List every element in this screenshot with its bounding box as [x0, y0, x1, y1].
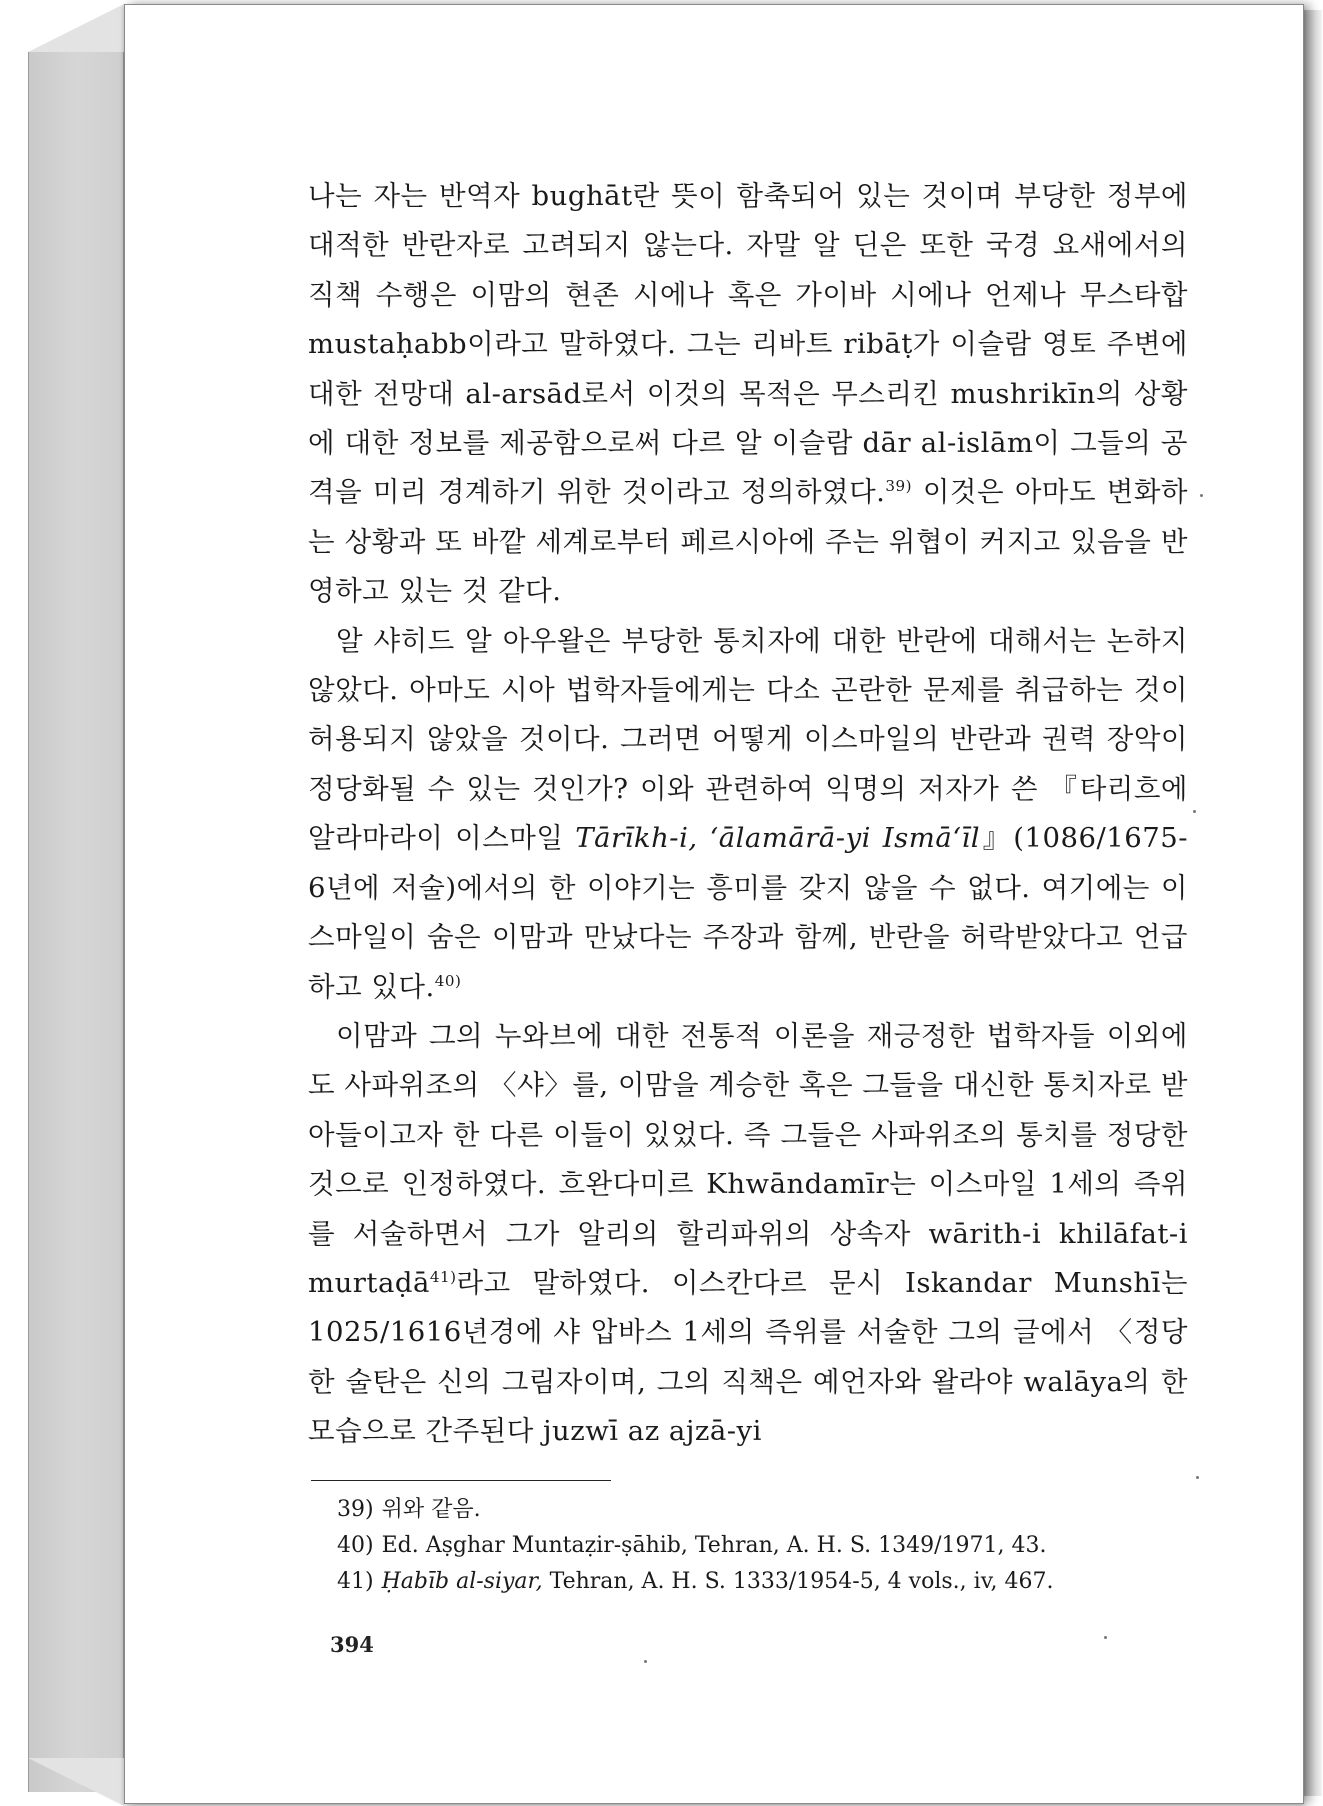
paragraph-2-text: 알 샤히드 알 아우왈은 부당한 통치자에 대한 반란에 대해서는 논하지 않았다. 아마도 시아 법학자들에게는 다소 곤란한 문제를 취급하는 것이 허용되지 않았을 것이다. 그러면 어떻게 이스마일의 반란과 권력 장악이 정당화될 수 있는 것인가? 이와 관련하여 익명의 저자가 쓴 『타리흐에 알라마라이 이스마일	[308, 624, 1188, 855]
paragraph-3-text-after: 라고 말하였다. 이스칸다르 문시 Iskandar Munshī는 1025/1616년경에 샤 압바스 1세의 즉위를 서술한 그의 글에서 〈정당한 술탄은 신의 그림자이며, 그의 직책은 예언자와 왈라야 walāya의 한 모습으로 간주된다 juzwī az ajzā-yi	[308, 1266, 1188, 1448]
footnote-40	[337, 1528, 1197, 1564]
footnote-divider	[311, 1480, 611, 1481]
footnote-number: 41)	[337, 1569, 374, 1594]
paragraph-3	[308, 1012, 1188, 1457]
footnote-41	[337, 1564, 1197, 1600]
scan-speck	[1193, 810, 1196, 813]
footnotes	[337, 1492, 1197, 1600]
page-edge-shadow	[1302, 10, 1322, 1796]
scan-speck	[1196, 1476, 1199, 1479]
footnote-number: 40)	[337, 1533, 374, 1558]
scan-speck	[1104, 1636, 1107, 1639]
footnote-text: Tehran, A. H. S. 1333/1954-5, 4 vols., iv, 467.	[542, 1569, 1054, 1594]
paragraph-2-italic-title: Tārīkh-i, ʻālamārā-yi Ismāʻīl	[575, 822, 981, 855]
body-text	[308, 172, 1188, 1457]
paragraph-1-text-after: 이것은 아마도 변화하는 상황과 또 바깥 세계로부터 페르시아에 주는 위협이 커지고 있음을 반영하고 있는 것 같다.	[308, 476, 1188, 608]
paragraph-2	[308, 617, 1188, 1012]
footnote-italic-title: Ḥabīb al-siyar,	[381, 1569, 543, 1594]
book-edge-bottom	[28, 1758, 124, 1806]
footnote-ref-39: 39)	[885, 477, 913, 496]
footnote-ref-40: 40)	[434, 971, 462, 990]
page-number: 394	[330, 1632, 374, 1657]
paragraph-1-text: 나는 자는 반역자 bughāt란 뜻이 함축되어 있는 것이며 부당한 정부에 대적한 반란자로 고려되지 않는다. 자말 알 딘은 또한 국경 요새에서의 직책 수행은 이맘의 현존 시에나 혹은 가이바 시에나 언제나 무스타합 mustaḥabb이라고 말하였다. 그는 리바트 ribāṭ가 이슬람 영토 주변에 대한 전망대 al-arsād로서 이것의 목적은 무스리킨 mushrikīn의 상황에 대한 정보를 제공함으로써 다르 알 이슬람 dār al-islām이 그들의 공격을 미리 경계하기 위한 것이라고 정의하였다.	[308, 180, 1188, 509]
scan-speck	[1200, 494, 1203, 497]
scan-speck	[644, 1660, 647, 1663]
footnote-39	[337, 1492, 1197, 1528]
paragraph-2-text-after: 』(1086/1675-6년에 저술)에서의 한 이야기는 흥미를 갖지 않을 수 없다. 여기에는 이스마일이 숨은 이맘과 만났다는 주장과 함께, 반란을 허락받았다고 언급하고 있다.	[308, 822, 1188, 1003]
footnote-text: 위와 같음.	[381, 1497, 481, 1522]
footnote-ref-41: 41)	[429, 1267, 457, 1286]
footnote-text: Ed. Aṣghar Muntaẓir-ṣāhib, Tehran, A. H. S. 1349/1971, 43.	[381, 1533, 1047, 1558]
footnote-number: 39)	[337, 1497, 374, 1522]
paragraph-3-text: 이맘과 그의 누와브에 대한 전통적 이론을 재긍정한 법학자들 이외에도 사파위조의 〈샤〉를, 이맘을 계승한 혹은 그들을 대신한 통치자로 받아들이고자 한 다른 이들이 있었다. 즉 그들은 사파위조의 통치를 정당한 것으로 인정하였다. 흐완다미르 Khwāndamīr는 이스마일 1세의 즉위를 서술하면서 그가 알리의 할리파위의 상속자 wārith-i khilāfat-i murtaḍā	[308, 1019, 1189, 1299]
book-spine	[28, 52, 124, 1792]
book-edge-top	[28, 4, 124, 52]
paragraph-1	[308, 172, 1188, 617]
